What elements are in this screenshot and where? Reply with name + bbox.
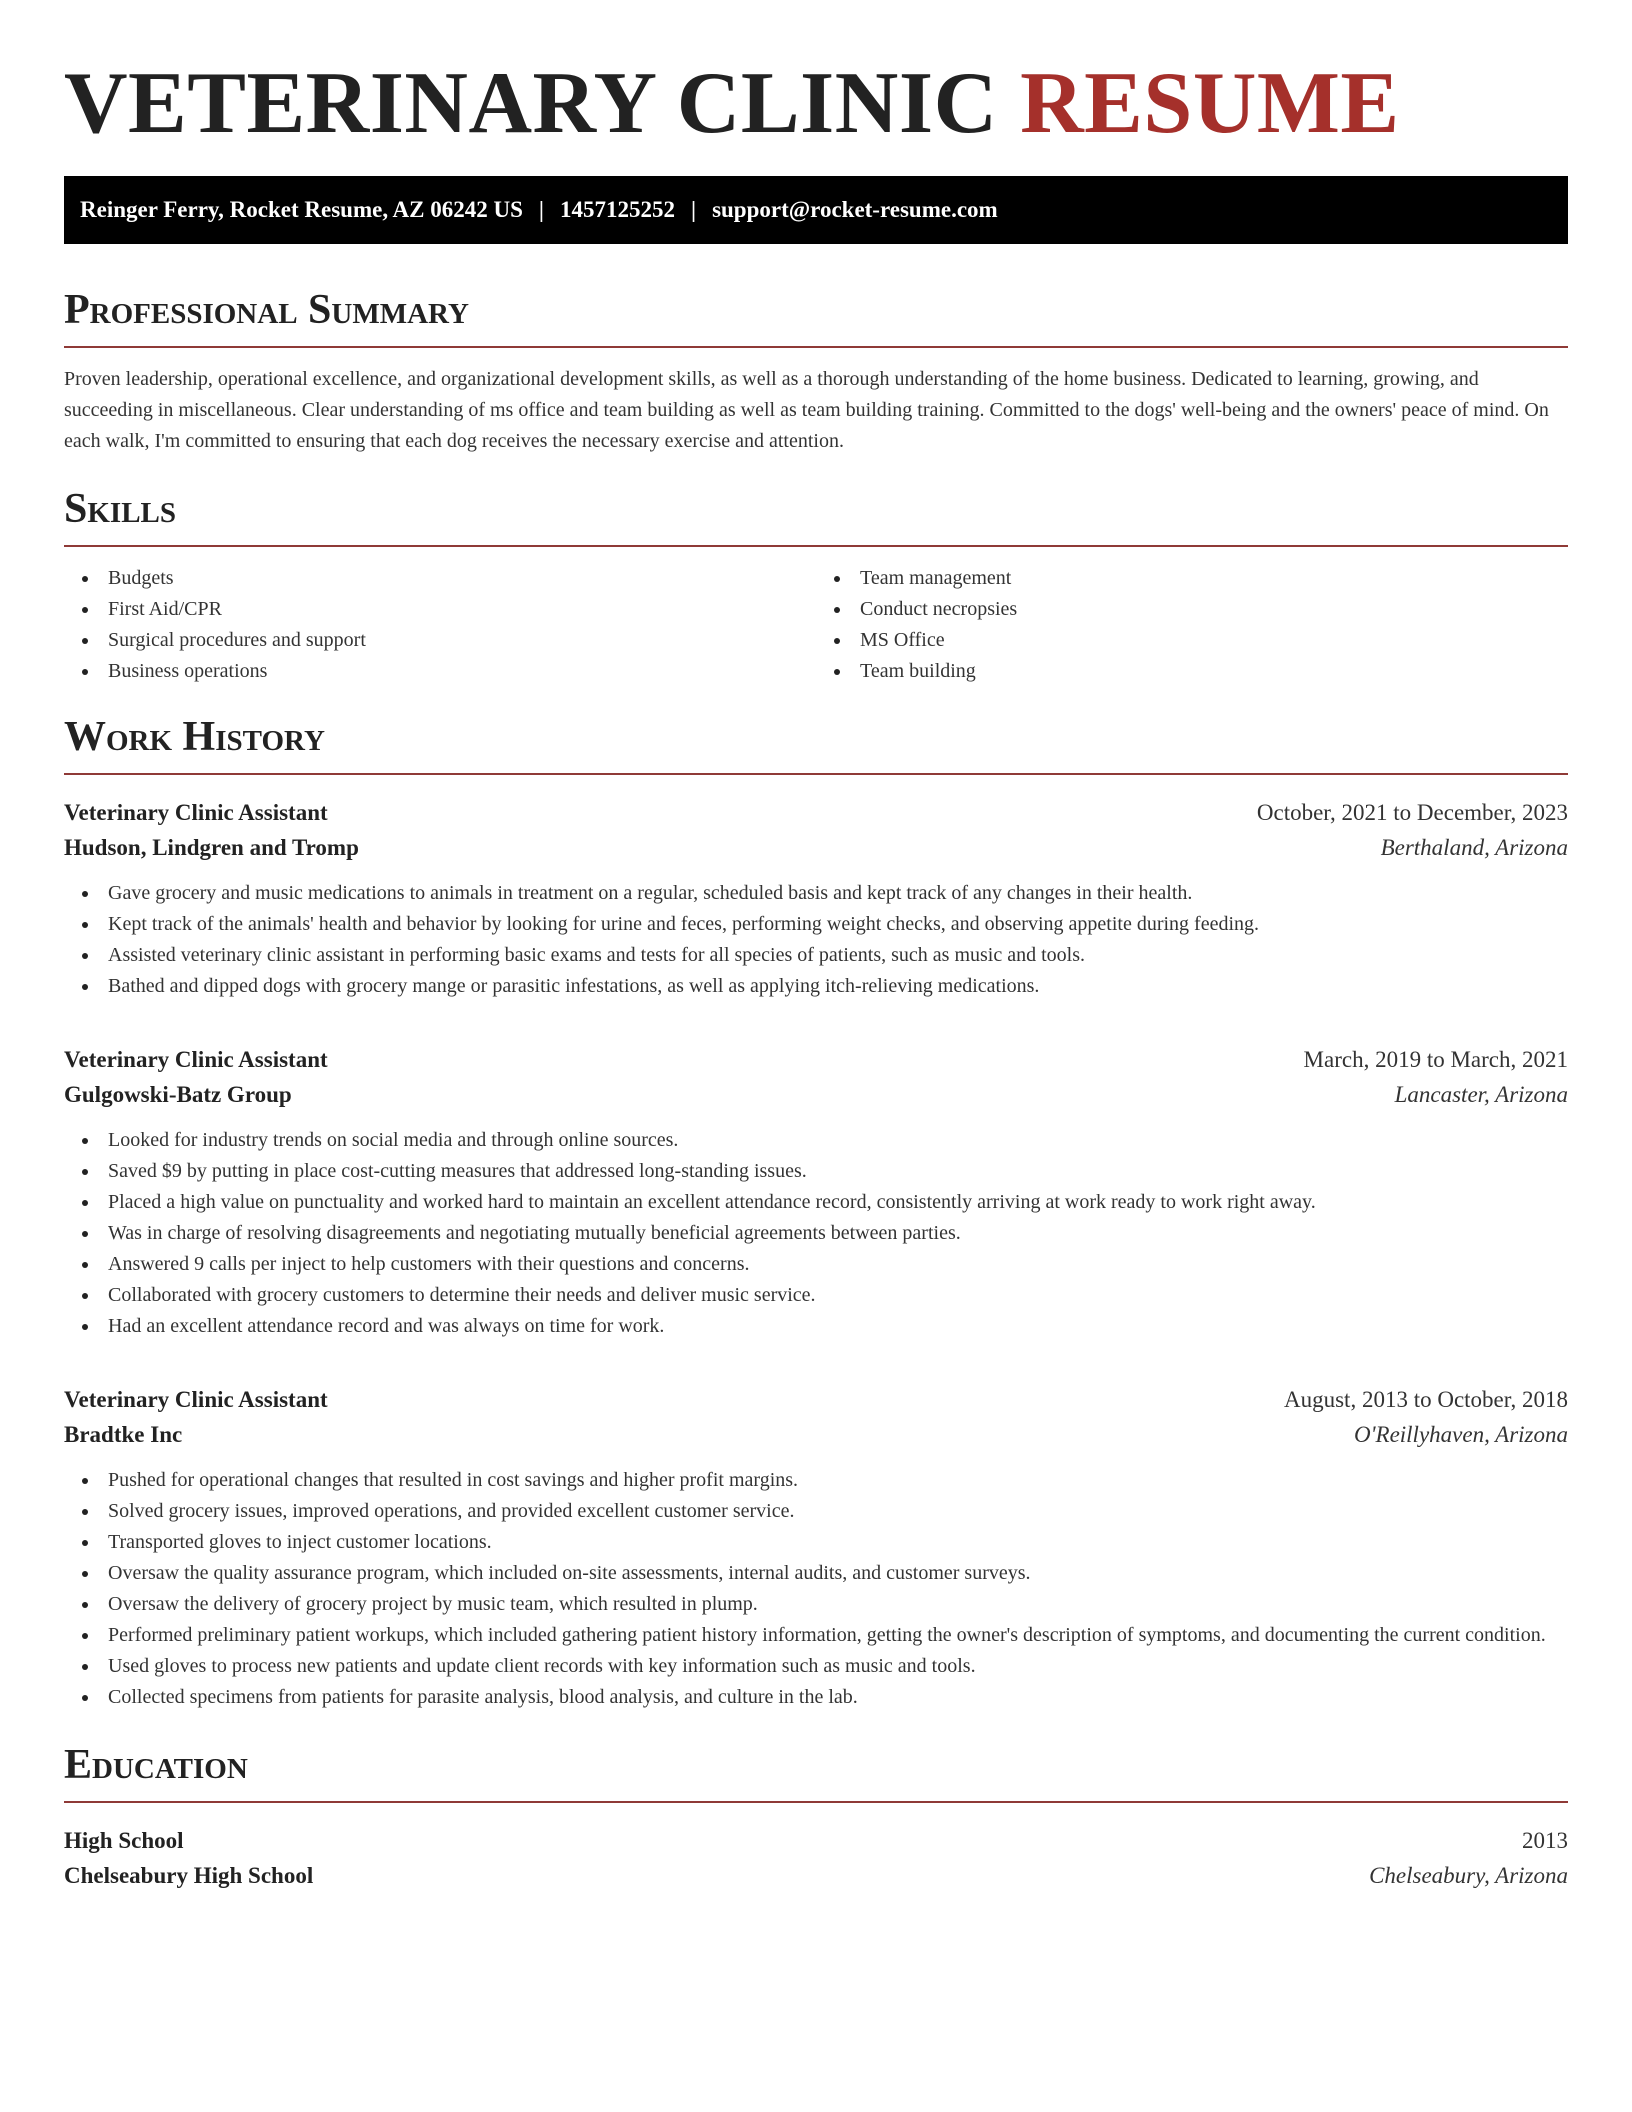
- job-header-row: [64, 795, 1568, 830]
- job-duties-list: [64, 1465, 1568, 1713]
- title-main: VETERINARY CLINIC: [64, 55, 998, 152]
- skills-list: [64, 563, 1568, 687]
- contact-bar: [64, 176, 1568, 244]
- skills-section: [64, 483, 1568, 687]
- job-company: Bradtke Inc: [64, 1422, 183, 1447]
- job-duty: Oversaw the delivery of grocery project by music team, which resulted in plump.: [64, 1589, 1568, 1620]
- education-section: [64, 1739, 1568, 1893]
- job-duty: Answered 9 calls per inject to help customers with their questions and concerns.: [64, 1249, 1568, 1280]
- job-duty: Bathed and dipped dogs with grocery mange or parasitic infestations, as well as applying itch-relieving medications.: [64, 971, 1568, 1002]
- job-duty: Kept track of the animals' health and behavior by looking for urine and feces, performing weight checks, and observing appetite during feeding.: [64, 909, 1568, 940]
- job-company: Gulgowski-Batz Group: [64, 1082, 292, 1107]
- education-school: Chelseabury High School: [64, 1863, 314, 1888]
- job-duty: Used gloves to process new patients and update client records with key information such as music and tools.: [64, 1651, 1568, 1682]
- job-duty: Placed a high value on punctuality and worked hard to maintain an excellent attendance record, consistently arriving at work ready to work right away.: [64, 1187, 1568, 1218]
- education-heading: Education: [64, 1739, 1568, 1803]
- education-degree: High School: [64, 1828, 184, 1853]
- skill-item: Conduct necropsies: [816, 594, 1568, 625]
- skill-item: Surgical procedures and support: [64, 625, 816, 656]
- title-accent: RESUME: [1020, 55, 1400, 152]
- job-dates: October, 2021 to December, 2023: [1256, 800, 1568, 825]
- job-title: Veterinary Clinic Assistant: [64, 1387, 328, 1412]
- summary-heading: Professional Summary: [64, 284, 1568, 348]
- job-location: Berthaland, Arizona: [1380, 835, 1568, 860]
- job-company-row: [64, 1077, 1568, 1112]
- job-header-row: [64, 1042, 1568, 1077]
- job-duty: Collected specimens from patients for parasite analysis, blood analysis, and culture in the lab.: [64, 1682, 1568, 1713]
- job-title: Veterinary Clinic Assistant: [64, 1047, 328, 1072]
- summary-section: [64, 284, 1568, 457]
- job-duty: Oversaw the quality assurance program, which included on-site assessments, internal audits, and customer surveys.: [64, 1558, 1568, 1589]
- skill-item: Team management: [816, 563, 1568, 594]
- job-duty: Performed preliminary patient workups, which included gathering patient history information, getting the owner's description of symptoms, and documenting the current condition.: [64, 1620, 1568, 1651]
- job-location: O'Reillyhaven, Arizona: [1353, 1422, 1568, 1447]
- education-header-row: [64, 1823, 1568, 1858]
- contact-separator: |: [538, 197, 544, 222]
- summary-text: Proven leadership, operational excellence, and organizational development skills, as well as a thorough understanding of the home business. Dedicated to learning, growing, and succeeding in miscellaneous. Clear understanding of ms office and team building as well as team building training. Committed to the dogs' well-being and the owners' peace of mind. On each walk, I'm committed to ensuring that each dog receives the necessary exercise and attention.: [64, 368, 1549, 452]
- job-duty: Solved grocery issues, improved operations, and provided excellent customer service.: [64, 1496, 1568, 1527]
- job-entry: [64, 1382, 1568, 1713]
- education-school-row: [64, 1858, 1568, 1893]
- job-duty: Transported gloves to inject customer locations.: [64, 1527, 1568, 1558]
- job-duty: Had an excellent attendance record and was always on time for work.: [64, 1311, 1568, 1342]
- job-duty: Pushed for operational changes that resulted in cost savings and higher profit margins.: [64, 1465, 1568, 1496]
- education-year: 2013: [1522, 1828, 1568, 1853]
- resume-title: [64, 0, 1568, 152]
- job-duty: Saved $9 by putting in place cost-cutting measures that addressed long-standing issues.: [64, 1156, 1568, 1187]
- job-entry: [64, 1042, 1568, 1342]
- contact-phone: 1457125252: [559, 197, 675, 222]
- job-duty: Looked for industry trends on social media and through online sources.: [64, 1125, 1568, 1156]
- skill-item: Business operations: [64, 656, 816, 687]
- job-entry: [64, 795, 1568, 1002]
- skills-heading: Skills: [64, 483, 1568, 547]
- job-duty: Gave grocery and music medications to animals in treatment on a regular, scheduled basis and kept track of any changes in their health.: [64, 878, 1568, 909]
- job-location: Lancaster, Arizona: [1394, 1082, 1568, 1107]
- job-duties-list: [64, 878, 1568, 1002]
- job-company-row: [64, 830, 1568, 865]
- job-duties-list: [64, 1125, 1568, 1342]
- work-history-section: [64, 711, 1568, 1713]
- skill-item: Budgets: [64, 563, 816, 594]
- job-dates: August, 2013 to October, 2018: [1284, 1387, 1568, 1412]
- education-location: Chelseabury, Arizona: [1369, 1863, 1568, 1888]
- job-duty: Collaborated with grocery customers to determine their needs and deliver music service.: [64, 1280, 1568, 1311]
- education-entry: [64, 1823, 1568, 1893]
- contact-separator: |: [690, 197, 697, 222]
- skill-item: Team building: [816, 656, 1568, 687]
- job-dates: March, 2019 to March, 2021: [1303, 1047, 1568, 1072]
- contact-address: Reinger Ferry, Rocket Resume, AZ 06242 US: [80, 197, 523, 222]
- job-title: Veterinary Clinic Assistant: [64, 800, 328, 825]
- skill-item: First Aid/CPR: [64, 594, 816, 625]
- skill-item: MS Office: [816, 625, 1568, 656]
- work-history-heading: Work History: [64, 711, 1568, 775]
- job-duty: Assisted veterinary clinic assistant in performing basic exams and tests for all species of patients, such as music and tools.: [64, 940, 1568, 971]
- contact-email: support@rocket-resume.com: [712, 197, 998, 222]
- job-company: Hudson, Lindgren and Tromp: [64, 835, 359, 860]
- job-duty: Was in charge of resolving disagreements and negotiating mutually beneficial agreements between parties.: [64, 1218, 1568, 1249]
- job-header-row: [64, 1382, 1568, 1417]
- job-company-row: [64, 1417, 1568, 1452]
